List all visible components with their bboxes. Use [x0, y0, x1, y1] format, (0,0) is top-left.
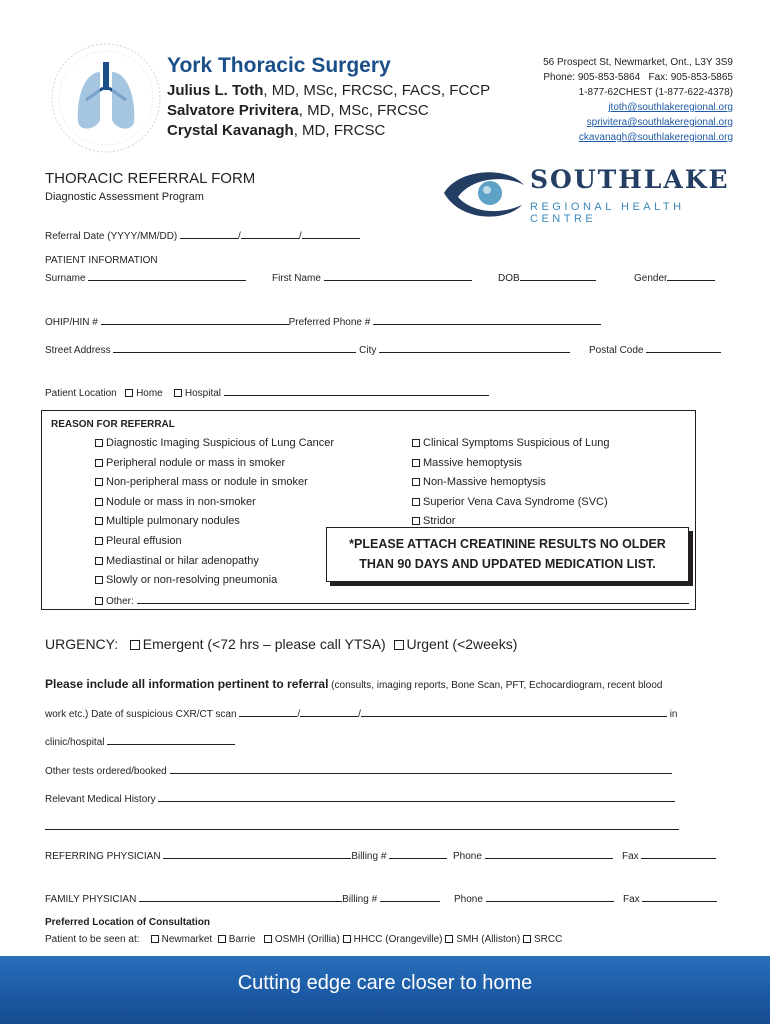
postal-field[interactable] [646, 342, 721, 353]
preferred-phone-label: Preferred Phone # [288, 317, 371, 328]
referring-phone-label: Phone [453, 851, 482, 862]
referring-fax-label: Fax [622, 851, 639, 862]
referral-date-row: Referral Date (YYYY/MM/DD) / / [45, 228, 360, 242]
fax: Fax: 905-853-5865 [648, 72, 733, 83]
first-name-field[interactable] [324, 270, 472, 281]
reason-checkbox[interactable] [95, 459, 103, 467]
eye-icon [442, 163, 526, 221]
address: 56 Prospect St, Newmarket, Ont., L3Y 3S9 [543, 57, 733, 68]
ohip-label: OHIP/HIN # [45, 317, 98, 328]
clinic-row [45, 734, 235, 748]
location-checkbox[interactable] [218, 935, 226, 943]
reason-checkbox[interactable] [95, 537, 103, 545]
referring-phone-field[interactable] [485, 848, 613, 859]
first-name-label: First Name [272, 273, 321, 284]
reason-checkbox[interactable] [95, 576, 103, 584]
other-tests-row [45, 763, 672, 777]
notice-line-1: *PLEASE ATTACH CREATININE RESULTS NO OLDER [349, 537, 666, 551]
pertinent-info-heading: Please include all information pertinent to referral [45, 677, 329, 691]
pertinent-info-details: (consults, imaging reports, Bone Scan, PFT, Echocardiogram, recent blood [328, 680, 663, 691]
family-phone-label: Phone [454, 894, 483, 905]
surname-row [45, 270, 246, 284]
home-checkbox[interactable] [125, 389, 133, 397]
reason-option[interactable] [95, 552, 334, 572]
doctor-2-name: Salvatore Privitera [167, 102, 299, 119]
reason-option[interactable] [95, 512, 334, 532]
cxr-date-label: work etc.) Date of suspicious CXR/CT scan [45, 709, 237, 720]
referral-day-field[interactable] [302, 228, 360, 239]
location-checkbox[interactable] [264, 935, 272, 943]
reason-label: Non-peripheral mass or nodule in smoker [106, 476, 308, 489]
location-checkbox[interactable] [523, 935, 531, 943]
city-field[interactable] [379, 342, 570, 353]
reason-label: Stridor [423, 515, 456, 528]
reason-checkbox[interactable] [412, 478, 420, 486]
reason-checkbox[interactable] [95, 478, 103, 486]
history-row [45, 791, 675, 805]
doctor-2-credentials: , MD, MSc, FRCSC [298, 102, 429, 119]
referring-billing-label: Billing # [351, 851, 387, 862]
form-subtitle: Diagnostic Assessment Program [45, 191, 204, 203]
urgency-label: URGENCY: [45, 636, 119, 652]
reason-label: Mediastinal or hilar adenopathy [106, 554, 259, 567]
reason-checkbox[interactable] [95, 498, 103, 506]
other-field[interactable] [137, 593, 689, 604]
cxr-year-field[interactable] [239, 706, 297, 717]
reason-checkbox[interactable] [412, 459, 420, 467]
lungs-logo [50, 42, 162, 154]
family-billing-field[interactable] [380, 891, 440, 902]
city-label: City [359, 345, 377, 356]
family-label: FAMILY PHYSICIAN [45, 894, 137, 905]
reason-label: Slowly or non-resolving pneumonia [106, 574, 278, 587]
dob-row [498, 270, 596, 284]
reason-checkbox[interactable] [412, 517, 420, 525]
email-link-toth[interactable]: jtoth@southlakeregional.org [608, 102, 733, 113]
first-name-row [272, 270, 472, 284]
logo-subtitle: REGIONAL HEALTH CENTRE [530, 201, 685, 225]
dob-label: DOB [498, 273, 520, 284]
reason-label: Non-Massive hemoptysis [423, 476, 546, 489]
reason-checkbox[interactable] [95, 557, 103, 565]
clinic-label: clinic/hospital [45, 737, 105, 748]
location-checkbox[interactable] [343, 935, 351, 943]
reason-other-row [95, 593, 689, 607]
hospital-label: Hospital [184, 388, 222, 399]
other-label: Other: [106, 596, 134, 607]
referring-label: REFERRING PHYSICIAN [45, 851, 161, 862]
phone-fax [543, 70, 733, 85]
preferred-phone-field[interactable] [373, 314, 601, 325]
reason-option[interactable] [95, 454, 334, 474]
reason-label: Diagnostic Imaging Suspicious of Lung Cancer [106, 437, 335, 449]
location-row [45, 385, 489, 399]
other-tests-label: Other tests ordered/booked [45, 766, 167, 777]
emergent-label: Emergent (<72 hrs – please call YTSA) [142, 636, 386, 652]
reason-option[interactable] [412, 493, 609, 513]
address-row [45, 342, 570, 356]
referral-date-label: Referral Date (YYYY/MM/DD) [45, 231, 178, 242]
postal-label: Postal Code [589, 345, 644, 356]
reason-checkbox[interactable] [95, 517, 103, 525]
doctor-3-credentials: , MD, FRCSC [293, 122, 386, 139]
location-checkbox[interactable] [151, 935, 159, 943]
history-field[interactable] [158, 791, 675, 802]
dob-field[interactable] [520, 270, 596, 281]
postal-row [589, 342, 721, 356]
referral-month-field[interactable] [241, 228, 299, 239]
referring-field[interactable] [163, 848, 351, 859]
reason-label: Superior Vena Cava Syndrome (SVC) [423, 495, 608, 508]
seen-at-label: Patient to be seen at: [45, 934, 140, 945]
reason-option[interactable] [95, 532, 334, 552]
street-label: Street Address [45, 345, 111, 356]
family-fax-field[interactable] [642, 891, 717, 902]
location-label: Patient Location [45, 388, 117, 399]
location-checkbox[interactable] [445, 935, 453, 943]
location-label-osmh: OSMH (Orillia) [274, 934, 340, 945]
consult-locations-row [45, 934, 562, 945]
emergent-checkbox[interactable] [130, 640, 140, 650]
gender-field[interactable] [667, 270, 715, 281]
doctor-1 [167, 82, 490, 99]
reason-option[interactable] [95, 434, 334, 454]
reason-label: Peripheral nodule or mass in smoker [106, 456, 286, 469]
reason-label: Clinical Symptoms Suspicious of Lung [423, 437, 610, 449]
footer-tagline: Cutting edge care closer to home [237, 972, 533, 994]
reason-checkbox[interactable] [412, 498, 420, 506]
family-phone-field[interactable] [486, 891, 614, 902]
logo-name: SOUTHLAKE [530, 165, 730, 194]
email-link-kavanagh[interactable]: ckavanagh@southlakeregional.org [578, 132, 733, 143]
consult-title: Preferred Location of Consultation [45, 917, 211, 928]
reason-label: Massive hemoptysis [423, 456, 523, 469]
pertinent-info-line [45, 675, 662, 693]
reason-option[interactable] [412, 454, 609, 474]
other-checkbox[interactable] [95, 597, 103, 605]
doctor-1-name: Julius L. Toth [167, 82, 264, 99]
referring-phone-row [453, 848, 613, 862]
reason-title: REASON FOR REFERRAL [51, 419, 175, 430]
urgency-row [45, 636, 517, 652]
street-field[interactable] [113, 342, 356, 353]
history-field-line-2[interactable] [45, 829, 679, 830]
family-physician-row [45, 891, 440, 905]
referral-year-field[interactable] [180, 228, 238, 239]
location-label-newmarket: Newmarket [161, 934, 213, 945]
reason-option[interactable] [95, 493, 334, 513]
southlake-logo [442, 163, 737, 223]
reason-option[interactable] [412, 473, 609, 493]
history-label: Relevant Medical History [45, 794, 156, 805]
lungs-icon [50, 42, 162, 154]
doctor-3 [167, 122, 385, 139]
urgent-checkbox[interactable] [394, 640, 404, 650]
cxr-in-label: in [669, 709, 678, 720]
reason-label: Nodule or mass in non-smoker [106, 495, 256, 508]
tollfree: 1-877-62CHEST (1-877-622-4378) [578, 87, 733, 98]
surname-label: Surname [45, 273, 86, 284]
family-billing-label: Billing # [342, 894, 378, 905]
gender-label: Gender [634, 273, 668, 284]
family-phone-row [454, 891, 614, 905]
practice-name: York Thoracic Surgery [167, 54, 391, 77]
referring-fax-field[interactable] [641, 848, 716, 859]
doctor-3-name: Crystal Kavanagh [167, 122, 294, 139]
reason-label: Pleural effusion [106, 534, 182, 547]
clinic-field[interactable] [107, 734, 235, 745]
referring-physician-row [45, 848, 447, 862]
ohip-field[interactable] [101, 314, 289, 325]
hospital-field[interactable] [224, 385, 489, 396]
other-tests-field[interactable] [170, 763, 672, 774]
reason-option[interactable] [412, 434, 609, 454]
reason-checkbox[interactable] [412, 439, 420, 447]
referring-fax-row [622, 848, 716, 862]
reason-checkbox[interactable] [95, 439, 103, 447]
home-label: Home [136, 388, 163, 399]
family-fax-row [623, 891, 717, 905]
location-label-hhcc: HHCC (Orangeville) [353, 934, 443, 945]
surname-field[interactable] [88, 270, 246, 281]
location-label-barrie: Barrie [228, 934, 256, 945]
urgent-label: Urgent (<2weeks) [406, 636, 518, 652]
reason-right-list [412, 434, 609, 532]
doctor-1-credentials: , MD, MSc, FRCSC, FACS, FCCP [263, 82, 491, 99]
cxr-month-field[interactable] [300, 706, 358, 717]
cxr-day-field[interactable] [361, 706, 667, 717]
hospital-checkbox[interactable] [174, 389, 182, 397]
ohip-row [45, 314, 601, 328]
doctor-2 [167, 102, 429, 119]
gender-row [634, 270, 715, 284]
reason-option[interactable] [95, 473, 334, 493]
family-field[interactable] [139, 891, 342, 902]
cxr-date-row: work etc.) Date of suspicious CXR/CT scan / / in [45, 706, 677, 720]
patient-info-heading: PATIENT INFORMATION [45, 255, 158, 266]
family-fax-label: Fax [623, 894, 640, 905]
reason-left-list [95, 434, 334, 591]
footer-banner [0, 956, 770, 1024]
form-title: THORACIC REFERRAL FORM [45, 170, 256, 187]
email-link-privitera[interactable]: sprivitera@southlakeregional.org [586, 117, 733, 128]
contact-block [543, 55, 733, 145]
phone: Phone: 905-853-5864 [543, 72, 641, 83]
location-label-smh: SMH (Alliston) [456, 934, 521, 945]
reason-label: Multiple pulmonary nodules [106, 515, 240, 528]
reason-option[interactable] [95, 571, 334, 591]
referring-billing-field[interactable] [389, 848, 447, 859]
notice-line-2: THAN 90 DAYS AND UPDATED MEDICATION LIST. [359, 557, 656, 571]
creatinine-notice [326, 527, 689, 582]
location-label-srcc: SRCC [533, 934, 563, 945]
